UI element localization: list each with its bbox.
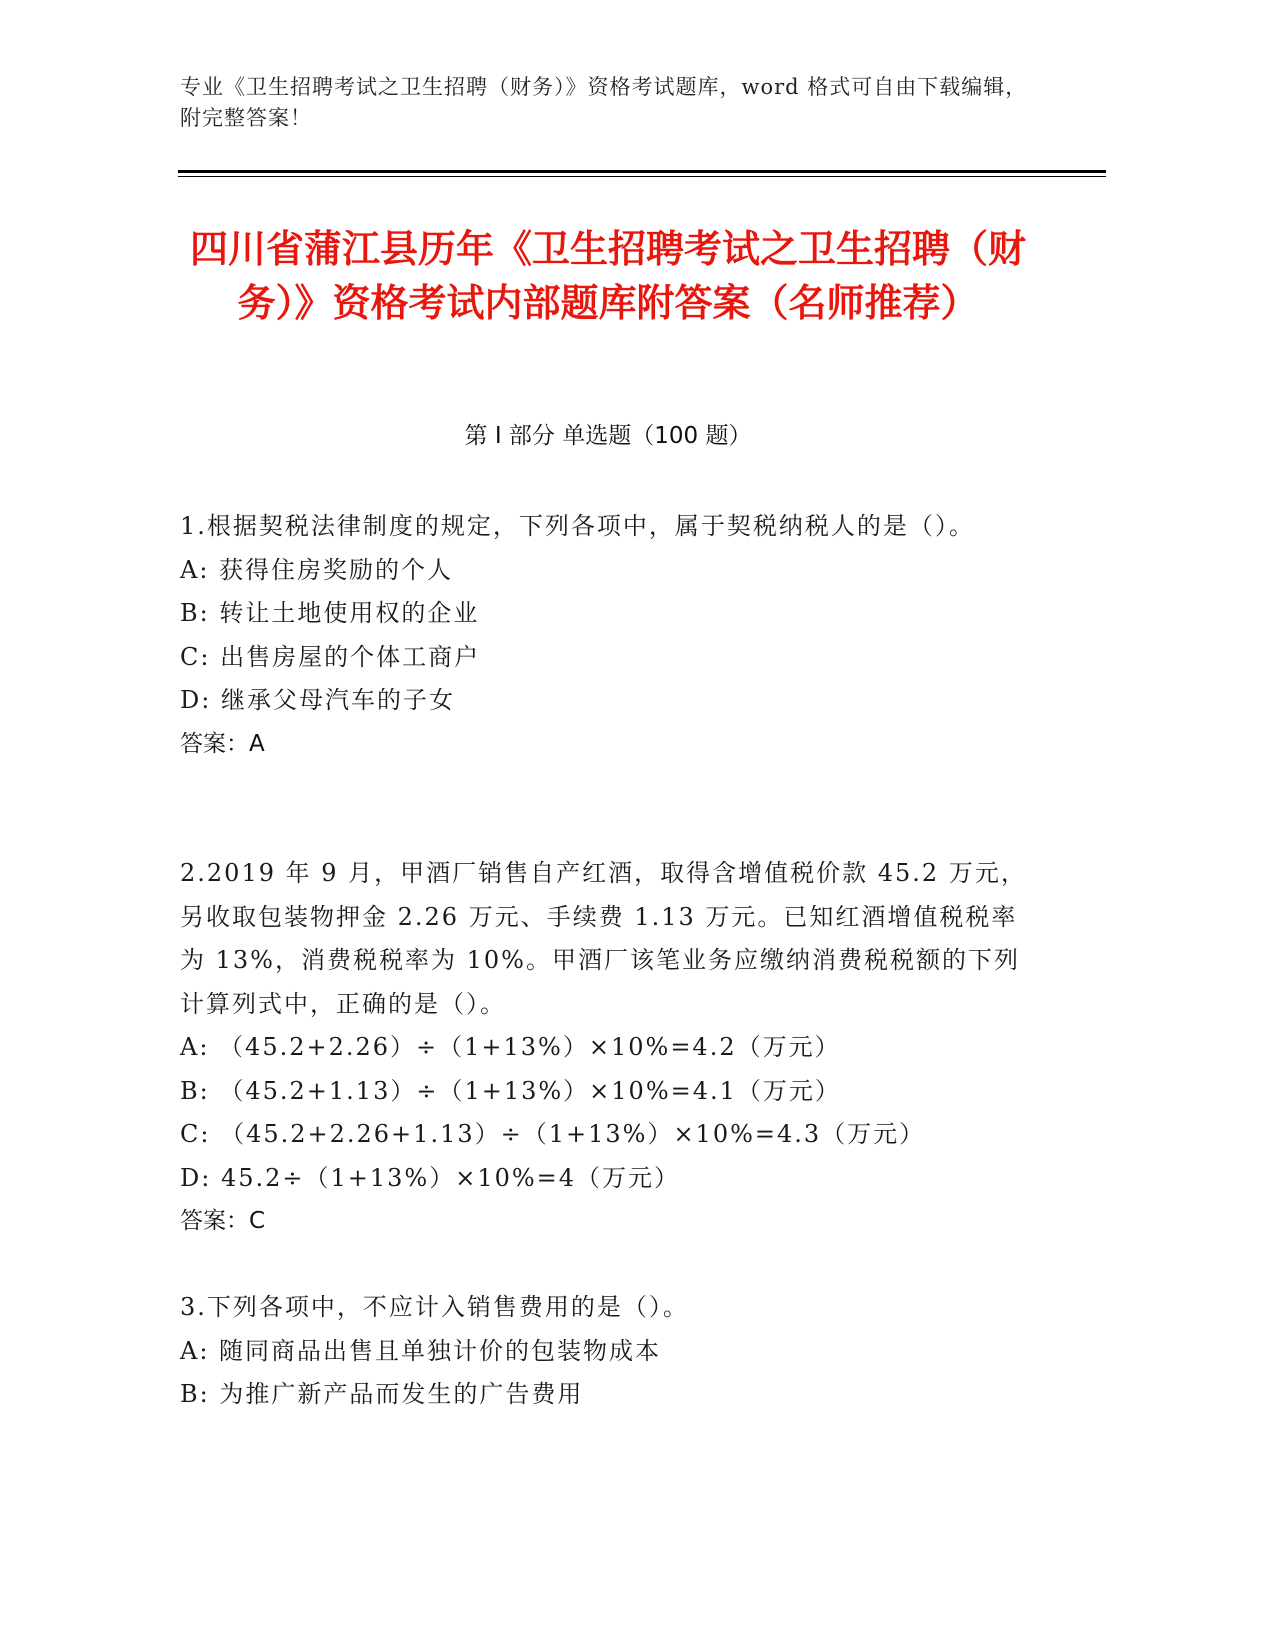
option-a: A: （45.2+2.26）÷（1+13%）×10%=4.2（万元）	[180, 1033, 841, 1061]
document-title: 四川省蒲江县历年《卫生招聘考试之卫生招聘（财务）》资格考试内部题库附答案（名师推荐）	[189, 227, 1026, 325]
question-2	[180, 852, 1040, 1244]
option-b: B: 转让土地使用权的企业	[180, 599, 480, 627]
option-a: A: 获得住房奖励的个人	[180, 555, 454, 584]
question-3	[180, 1286, 1040, 1417]
option-c: C: 出售房屋的个体工商户	[180, 642, 481, 671]
option-a: A: 随同商品出售且单独计价的包装物成本	[180, 1336, 662, 1365]
option-c: C: （45.2+2.26+1.13）÷（1+13%）×10%=4.3（万元）	[180, 1120, 926, 1148]
option-b: B: （45.2+1.13）÷（1+13%）×10%=4.1（万元）	[180, 1076, 841, 1105]
question-stem: 3.下列各项中，不应计入销售费用的是（）。	[180, 1293, 689, 1321]
section-heading: 第 I 部分 单选题（100 题）	[464, 423, 752, 449]
option-d: D: 继承父母汽车的子女	[180, 686, 455, 714]
header-divider-thin	[178, 176, 1106, 177]
option-b: B: 为推广新产品而发生的广告费用	[180, 1380, 584, 1408]
answer-line: 答案：C	[180, 1208, 266, 1234]
answer-line: 答案：A	[180, 730, 265, 757]
question-stem: 1.根据契税法律制度的规定，下列各项中，属于契税纳税人的是（）。	[180, 512, 975, 540]
header-note: 专业《卫生招聘考试之卫生招聘（财务）》资格考试题库，word 格式可自由下载编辑，附完整答案！	[180, 75, 1028, 130]
question-stem: 2.2019 年 9 月，甲酒厂销售自产红酒，取得含增值税价款 45.2 万元，另收取包装物押金 2.26 万元、手续费 1.13 万元。已知红酒增值税税率为 13%，消费税税率为 10%。甲酒厂该笔业务应缴纳消费税税额的下列计算列式中，正确的是（）。	[180, 859, 1027, 1018]
header-divider-thick	[178, 170, 1106, 173]
question-1	[180, 505, 1040, 766]
option-d: D: 45.2÷（1+13%）×10%=4（万元）	[180, 1163, 681, 1192]
